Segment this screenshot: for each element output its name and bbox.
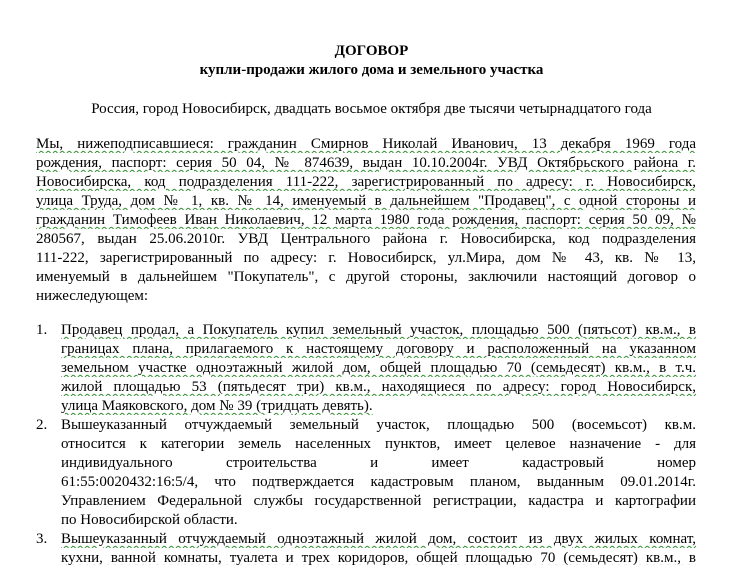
- document-subtitle: купли-продажи жилого дома и земельного участка: [199, 62, 544, 78]
- item-line: Продавец продал, а Покупатель купил земельный участок, площадью 500 (пятьсот) кв.м., в: [61, 322, 696, 338]
- place-date-line: Россия, город Новосибирск, двадцать восьмое октября две тысячи четырнадцатого года: [91, 101, 652, 117]
- item-line: Управлением Федеральной службы государственной регистрации, кадастра и картографии: [61, 493, 696, 509]
- preamble-line: гражданин Тимофеев Иван Николаевич, 12 марта 1980 года рождения, паспорт: серия 50 09, №: [36, 212, 696, 228]
- preamble-line: именуемый в дальнейшем "Покупатель", с другой стороны, заключили настоящий договор о: [36, 269, 696, 285]
- preamble-line: 111-222, зарегистрированный по адресу: г. Новосибирск, ул.Мира, дом № 43, кв. № 13,: [36, 250, 696, 266]
- item-number: 2.: [36, 417, 48, 433]
- item-line: кухни, ванной комнаты, туалета и трех коридоров, общей площадью 70 (семьдесят) кв.м., в: [61, 550, 696, 565]
- preamble-line: 280567, выдан 25.06.2010г. УВД Центрального района г. Новосибирска, код подразделения: [36, 231, 696, 247]
- preamble-line: нижеследующем:: [36, 288, 149, 304]
- preamble-line: улица Труда, дом № 1, кв. № 14, именуемый в дальнейшем "Продавец", с одной стороны и: [36, 193, 696, 209]
- item-line: улица Маяковского, дом № 39 (тридцать девять).: [61, 398, 373, 414]
- item-line: Вышеуказанный отчуждаемый одноэтажный жилой дом, состоит из двух жилых комнат,: [61, 531, 696, 547]
- item-line: жилой площадью 53 (пятьдесят три) кв.м., находящиеся по адресу: город Новосибирск,: [61, 379, 696, 395]
- item-line: 61:55:0020432:16:5/4, что подтверждается кадастровым планом, выданным 09.01.2014г.: [61, 474, 696, 490]
- preamble-line: рождения, паспорт: серия 50 04, № 874639, выдан 10.10.2004г. УВД Октябрьского района г.: [36, 155, 696, 171]
- item-number: 1.: [36, 322, 48, 338]
- item-line: земельном участке одноэтажный жилой дом, общей площадью 70 (семьдесят) кв.м., в т.ч.: [61, 360, 696, 376]
- item-line: границах плана, прилагаемого к настоящему договору и расположенный на указанном: [61, 341, 696, 357]
- preamble-line: Мы, нижеподписавшиеся: гражданин Смирнов Николай Иванович, 13 декабря 1969 года: [36, 136, 696, 152]
- item-line: Вышеуказанный отчуждаемый земельный участок, площадью 500 (восемьсот) кв.м.: [61, 417, 696, 433]
- item-number: 3.: [36, 531, 48, 547]
- preamble-line: Новосибирска, код подразделения 111-222, зарегистрированный по адресу: г. Новосибирск,: [36, 174, 696, 190]
- document-title: ДОГОВОР: [334, 43, 409, 59]
- item-line: индивидуального строительства и имеет кадастровый номер: [61, 455, 696, 471]
- item-line: относится к категории земель населенных пунктов, имеет целевое назначение - для: [61, 436, 696, 452]
- item-line: по Новосибирской области.: [61, 512, 238, 528]
